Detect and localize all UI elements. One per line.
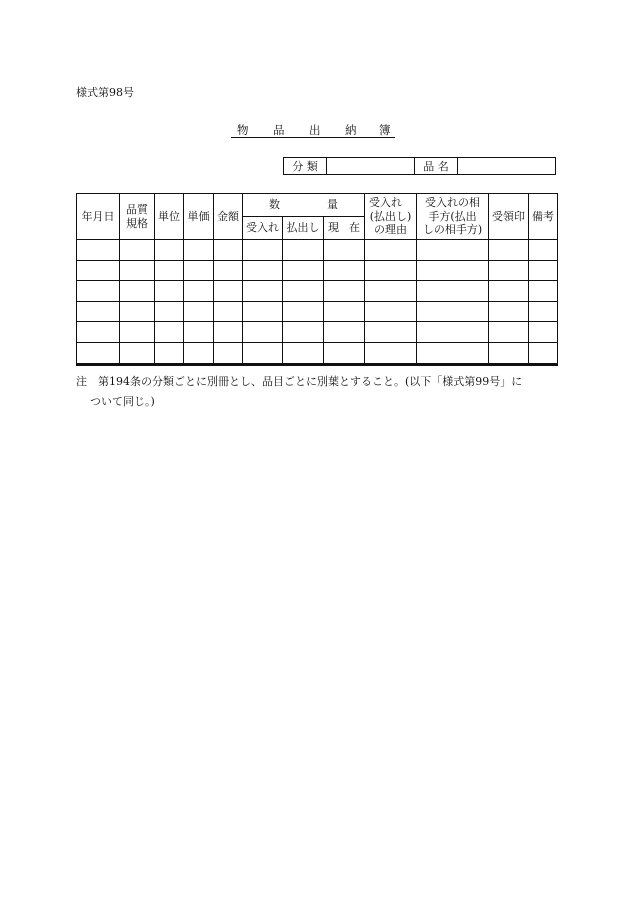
table-cell[interactable]: [243, 342, 283, 364]
table-cell[interactable]: [365, 301, 417, 322]
table-cell[interactable]: [283, 301, 324, 322]
table-cell[interactable]: [184, 322, 214, 343]
header-issue: 払出し: [283, 217, 324, 240]
table-cell[interactable]: [489, 342, 529, 364]
table-cell[interactable]: [184, 281, 214, 302]
table-cell[interactable]: [324, 281, 365, 302]
table-cell[interactable]: [214, 281, 243, 302]
table-cell[interactable]: [77, 260, 120, 281]
table-cell[interactable]: [283, 240, 324, 261]
table-cell[interactable]: [214, 260, 243, 281]
table-cell[interactable]: [417, 301, 489, 322]
title-char: 簿: [379, 123, 391, 137]
table-row: [77, 281, 558, 302]
header-current-line: [324, 221, 364, 235]
category-field[interactable]: [327, 158, 415, 175]
title-char: 品: [273, 123, 285, 137]
table-cell[interactable]: [283, 322, 324, 343]
table-cell[interactable]: [283, 281, 324, 302]
table-cell[interactable]: [529, 301, 558, 322]
table-cell[interactable]: [77, 240, 120, 261]
table-cell[interactable]: [77, 301, 120, 322]
header-partner: [417, 194, 489, 240]
table-cell[interactable]: [120, 301, 155, 322]
table-cell[interactable]: [417, 281, 489, 302]
table-cell[interactable]: [324, 240, 365, 261]
table-cell[interactable]: [324, 342, 365, 364]
header-quality-line: 品質: [126, 202, 148, 216]
table-cell[interactable]: [243, 240, 283, 261]
table-cell[interactable]: [243, 322, 283, 343]
table-row: [77, 240, 558, 261]
table-cell[interactable]: [529, 260, 558, 281]
header-partner-line: 受入れの相: [425, 195, 480, 209]
category-label: 分 類: [284, 158, 327, 175]
header-quantity-char: 量: [327, 198, 338, 212]
header-partner-line: 手方(払出: [428, 209, 477, 223]
header-quantity-char: 数: [269, 198, 280, 212]
table-cell[interactable]: [77, 322, 120, 343]
table-cell[interactable]: [243, 260, 283, 281]
header-reason-line: (払出し): [369, 209, 412, 223]
table-cell[interactable]: [324, 322, 365, 343]
table-cell[interactable]: [417, 260, 489, 281]
table-cell[interactable]: [120, 281, 155, 302]
header-current-char: 在: [349, 221, 360, 235]
header-date: 年月日: [77, 194, 120, 240]
table-cell[interactable]: [529, 281, 558, 302]
table-cell[interactable]: [365, 260, 417, 281]
header-spec-line: 規格: [126, 216, 148, 230]
table-cell[interactable]: [184, 260, 214, 281]
table-row: [77, 342, 558, 364]
table-cell[interactable]: [77, 342, 120, 364]
header-quantity: [243, 194, 365, 217]
table-cell[interactable]: [417, 240, 489, 261]
table-cell[interactable]: [184, 342, 214, 364]
table-cell[interactable]: [120, 322, 155, 343]
ledger-body: [77, 240, 558, 365]
header-receive: 受入れ: [243, 217, 283, 240]
table-cell[interactable]: [529, 342, 558, 364]
table-cell[interactable]: [155, 342, 184, 364]
table-cell[interactable]: [155, 281, 184, 302]
table-cell[interactable]: [489, 260, 529, 281]
header-remarks: 備考: [529, 194, 558, 240]
table-cell[interactable]: [489, 281, 529, 302]
table-cell[interactable]: [283, 260, 324, 281]
table-cell[interactable]: [214, 301, 243, 322]
table-cell[interactable]: [184, 301, 214, 322]
form-number: 様式第98号: [76, 86, 134, 99]
page-title: [231, 121, 395, 138]
table-cell[interactable]: [155, 301, 184, 322]
table-cell[interactable]: [365, 322, 417, 343]
table-cell[interactable]: [243, 301, 283, 322]
table-cell[interactable]: [365, 240, 417, 261]
table-cell[interactable]: [243, 281, 283, 302]
table-cell[interactable]: [184, 240, 214, 261]
footnote-line: 注 第194条の分類ごとに別冊とし、品目ごとに別葉とすること。(以下「様式第99号」に: [76, 375, 523, 388]
table-row: [77, 301, 558, 322]
table-cell[interactable]: [283, 342, 324, 364]
table-cell[interactable]: [417, 322, 489, 343]
header-current-char: 現: [328, 221, 339, 235]
header-reason-text: 受入れ: [369, 195, 402, 209]
table-cell[interactable]: [214, 240, 243, 261]
table-cell[interactable]: [417, 342, 489, 364]
table-cell[interactable]: [155, 240, 184, 261]
table-cell[interactable]: [214, 342, 243, 364]
header-unit-price: 単価: [184, 194, 214, 240]
table-cell[interactable]: [214, 322, 243, 343]
title-char: 納: [345, 123, 357, 137]
footnote: [76, 372, 564, 412]
table-cell[interactable]: [155, 260, 184, 281]
table-cell[interactable]: [365, 342, 417, 364]
footnote-line: ついて同じ。): [90, 395, 155, 408]
item-name-field[interactable]: [458, 158, 556, 175]
table-cell[interactable]: [489, 240, 529, 261]
header-reason-line: の理由: [374, 223, 407, 237]
table-cell[interactable]: [77, 281, 120, 302]
table-cell[interactable]: [489, 322, 529, 343]
header-current: [324, 217, 365, 240]
header-partner-line: しの相手方): [422, 223, 483, 237]
table-row: [77, 260, 558, 281]
table-cell[interactable]: [155, 322, 184, 343]
header-reason: [365, 194, 417, 240]
table-row: [77, 322, 558, 343]
table-cell[interactable]: [529, 240, 558, 261]
header-quality-spec: [120, 194, 155, 240]
title-char: 物: [237, 123, 249, 137]
table-cell[interactable]: [489, 301, 529, 322]
table-cell[interactable]: [120, 342, 155, 364]
table-cell[interactable]: [365, 281, 417, 302]
category-table: [283, 157, 556, 175]
header-seal: 受領印: [489, 194, 529, 240]
header-amount: 金額: [214, 194, 243, 240]
header-unit: 単位: [155, 194, 184, 240]
item-name-label: 品 名: [415, 158, 458, 175]
table-cell[interactable]: [324, 260, 365, 281]
table-cell[interactable]: [120, 240, 155, 261]
title-char: 出: [309, 123, 321, 137]
table-cell[interactable]: [324, 301, 365, 322]
ledger-table: [76, 193, 558, 366]
header-reason-line: [365, 196, 416, 210]
table-cell[interactable]: [529, 322, 558, 343]
table-cell[interactable]: [120, 260, 155, 281]
